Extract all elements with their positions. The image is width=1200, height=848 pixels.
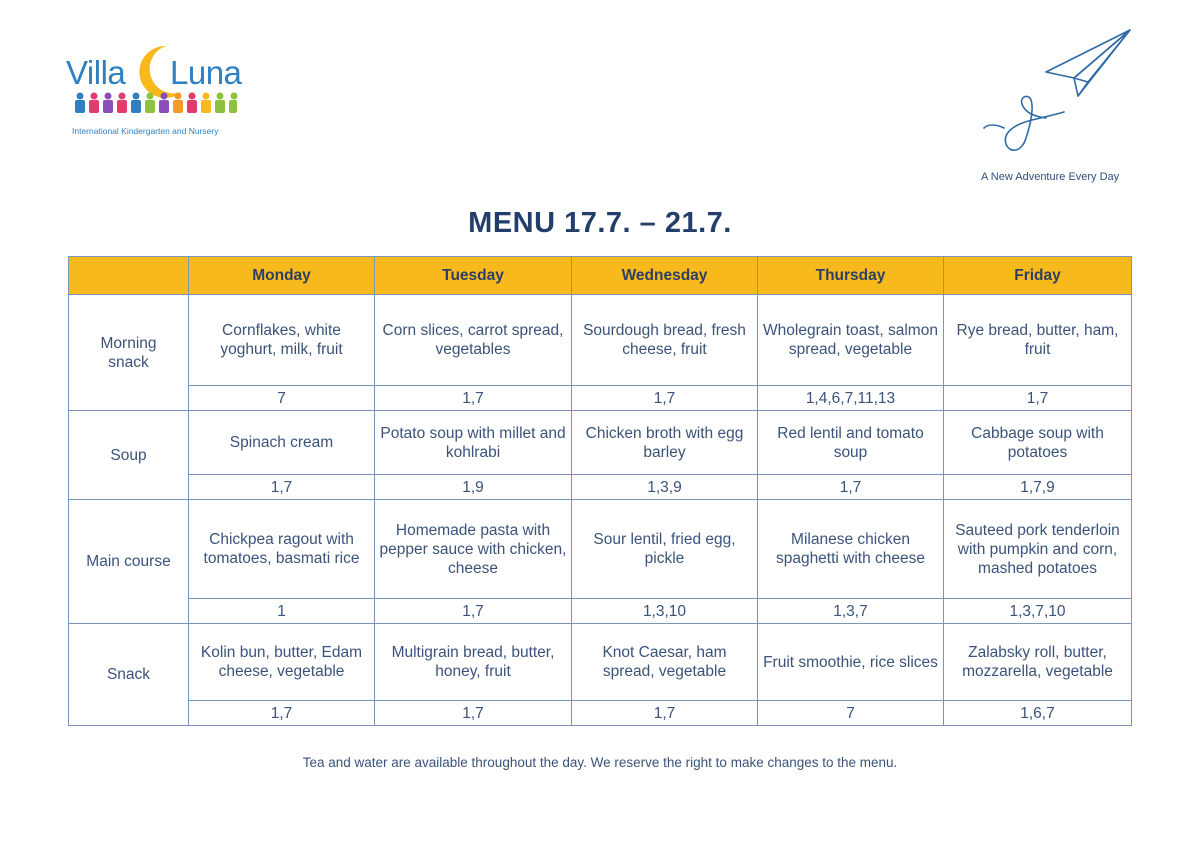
allergen-cell: 1,7: [758, 475, 944, 500]
dish-cell: Multigrain bread, butter, honey, fruit: [375, 624, 572, 701]
meal-label: Snack: [69, 624, 189, 726]
allergen-cell: 1,7: [375, 701, 572, 726]
allergen-cell: 1,7,9: [944, 475, 1132, 500]
allergen-cell: 1,7: [189, 475, 375, 500]
dish-cell: Homemade pasta with pepper sauce with chicken, cheese: [375, 500, 572, 599]
dish-cell: Cabbage soup with potatoes: [944, 411, 1132, 475]
meal-label: Morning snack: [69, 295, 189, 411]
allergen-cell: 1,7: [189, 701, 375, 726]
meal-row: [69, 500, 1132, 599]
day-header: Tuesday: [375, 257, 572, 295]
allergen-cell: 1,7: [572, 701, 758, 726]
allergen-row: [69, 386, 1132, 411]
dish-cell: Wholegrain toast, salmon spread, vegetable: [758, 295, 944, 386]
meal-label: Soup: [69, 411, 189, 500]
dish-cell: Potato soup with millet and kohlrabi: [375, 411, 572, 475]
menu-table: [68, 256, 1132, 726]
dish-cell: Kolin bun, butter, Edam cheese, vegetable: [189, 624, 375, 701]
allergen-cell: 1,3,9: [572, 475, 758, 500]
dish-cell: Knot Caesar, ham spread, vegetable: [572, 624, 758, 701]
meal-row: [69, 624, 1132, 701]
brand-logo: [66, 44, 246, 140]
allergen-cell: 7: [758, 701, 944, 726]
allergen-row: [69, 599, 1132, 624]
allergen-cell: 1,7: [375, 386, 572, 411]
brand-name-luna: Luna: [170, 54, 242, 91]
dish-cell: Sauteed pork tenderloin with pumpkin and corn, mashed potatoes: [944, 500, 1132, 599]
allergen-cell: 1: [189, 599, 375, 624]
dish-cell: Corn slices, carrot spread, vegetables: [375, 295, 572, 386]
brand-subtitle: International Kindergarten and Nursery: [72, 126, 219, 136]
children-row-icon: [72, 92, 238, 114]
allergen-cell: 7: [189, 386, 375, 411]
brand-name-villa: Villa: [66, 54, 126, 91]
day-header: Friday: [944, 257, 1132, 295]
dish-cell: Cornflakes, white yoghurt, milk, fruit: [189, 295, 375, 386]
allergen-cell: 1,9: [375, 475, 572, 500]
brand-slogan: A New Adventure Every Day: [981, 171, 1120, 183]
allergen-cell: 1,7: [944, 386, 1132, 411]
meal-row: [69, 295, 1132, 386]
dish-cell: Sourdough bread, fresh cheese, fruit: [572, 295, 758, 386]
allergen-cell: 1,7: [375, 599, 572, 624]
day-header: Thursday: [758, 257, 944, 295]
dish-cell: Spinach cream: [189, 411, 375, 475]
allergen-cell: 1,7: [572, 386, 758, 411]
day-header: Wednesday: [572, 257, 758, 295]
meal-row: [69, 411, 1132, 475]
meal-label: Main course: [69, 500, 189, 624]
allergen-cell: 1,4,6,7,11,13: [758, 386, 944, 411]
corner-cell: [69, 257, 189, 295]
dish-cell: Red lentil and tomato soup: [758, 411, 944, 475]
header-row: [69, 257, 1132, 295]
dish-cell: Chicken broth with egg barley: [572, 411, 758, 475]
allergen-cell: 1,3,7: [758, 599, 944, 624]
allergen-cell: 1,3,7,10: [944, 599, 1132, 624]
page-title: MENU 17.7. – 21.7.: [468, 207, 732, 239]
dish-cell: Rye bread, butter, ham, fruit: [944, 295, 1132, 386]
allergen-row: [69, 475, 1132, 500]
footer-note: Tea and water are available throughout the day. We reserve the right to make changes to the menu.: [302, 755, 898, 770]
day-header: Monday: [189, 257, 375, 295]
allergen-cell: 1,3,10: [572, 599, 758, 624]
dish-cell: Sour lentil, fried egg, pickle: [572, 500, 758, 599]
dish-cell: Fruit smoothie, rice slices: [758, 624, 944, 701]
dish-cell: Zalabsky roll, butter, mozzarella, vegetable: [944, 624, 1132, 701]
allergen-cell: 1,6,7: [944, 701, 1132, 726]
dish-cell: Chickpea ragout with tomatoes, basmati rice: [189, 500, 375, 599]
allergen-row: [69, 701, 1132, 726]
paper-plane-icon: [980, 28, 1140, 158]
dish-cell: Milanese chicken spaghetti with cheese: [758, 500, 944, 599]
